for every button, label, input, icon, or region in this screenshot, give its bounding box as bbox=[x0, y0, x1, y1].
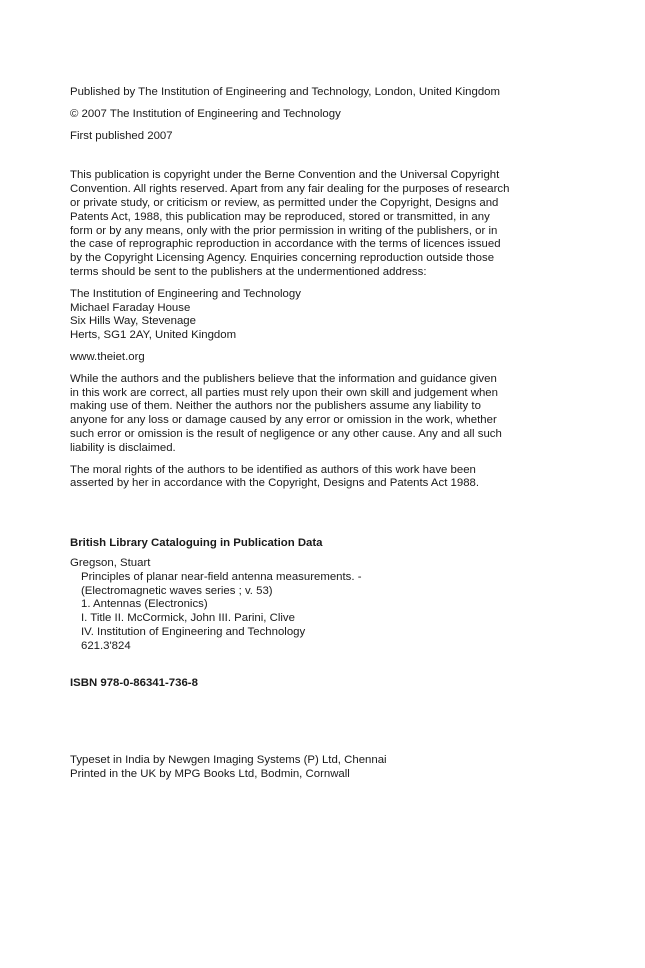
cataloguing-entry: IV. Institution of Engineering and Technology bbox=[81, 625, 306, 638]
address-line: Herts, SG1 2AY, United Kingdom bbox=[70, 329, 237, 342]
isbn: ISBN 978-0-86341-736-8 bbox=[70, 676, 198, 689]
copyright-notice bbox=[70, 169, 530, 279]
disclaimer-line: such error or omission is the result of negligence or any other cause. Any and all such bbox=[70, 427, 502, 440]
disclaimer-line: in this work are correct, all parties must rely upon their own skill and judgement when bbox=[70, 386, 498, 399]
copyright-notice-line: This publication is copyright under the Berne Convention and the Universal Copyright bbox=[70, 169, 500, 182]
printing-info bbox=[70, 754, 530, 782]
disclaimer-line: liability is disclaimed. bbox=[70, 441, 176, 454]
publisher-line: Published by The Institution of Engineering and Technology, London, United Kingdom bbox=[70, 86, 500, 98]
copyright-notice-line: terms should be sent to the publishers at the undermentioned address: bbox=[70, 265, 427, 278]
copyright-notice-line: or private study, or criticism or review, as permitted under the Copyright, Designs and bbox=[70, 196, 499, 209]
copyright-line: © 2007 The Institution of Engineering and Technology bbox=[70, 107, 341, 120]
moral-rights bbox=[70, 464, 530, 492]
copyright-notice-line: form or by any means, only with the prior permission in writing of the publishers, or in bbox=[70, 224, 498, 237]
copyright-notice-line: Convention. All rights reserved. Apart from any fair dealing for the purposes of research bbox=[70, 183, 510, 196]
cataloguing-entry: 621.3'824 bbox=[81, 639, 131, 652]
copyright-notice-line: the case of reprographic reproduction in accordance with the terms of licences issued bbox=[70, 238, 501, 251]
cataloguing-author: Gregson, Stuart bbox=[70, 556, 151, 569]
moral-rights-line: The moral rights of the authors to be identified as authors of this work have been bbox=[70, 463, 476, 476]
moral-rights-line: asserted by her in accordance with the Copyright, Designs and Patents Act 1988. bbox=[70, 477, 480, 490]
address-line: Six Hills Way, Stevenage bbox=[70, 315, 196, 328]
cataloguing-entry: (Electromagnetic waves series ; v. 53) bbox=[81, 584, 273, 597]
copyright-notice-line: Patents Act, 1988, this publication may be reproduced, stored or transmitted, in any bbox=[70, 210, 490, 223]
website-url: www.theiet.org bbox=[70, 350, 145, 363]
disclaimer-line: While the authors and the publishers believe that the information and guidance given bbox=[70, 372, 497, 385]
copyright-page bbox=[70, 86, 530, 782]
disclaimer-line: making use of them. Neither the authors nor the publishers assume any liability to bbox=[70, 400, 481, 413]
first-published-line: First published 2007 bbox=[70, 129, 173, 142]
address-line: Michael Faraday House bbox=[70, 301, 191, 314]
cataloguing-entry: Principles of planar near-field antenna measurements. - bbox=[81, 570, 362, 583]
printed-line: Printed in the UK by MPG Books Ltd, Bodmin, Cornwall bbox=[70, 768, 350, 781]
typeset-line: Typeset in India by Newgen Imaging Systems (P) Ltd, Chennai bbox=[70, 754, 387, 767]
cataloguing-entry: 1. Antennas (Electronics) bbox=[81, 598, 208, 611]
cataloguing-data bbox=[70, 537, 530, 653]
publisher-address bbox=[70, 288, 530, 343]
address-line: The Institution of Engineering and Technology bbox=[70, 287, 301, 300]
copyright-notice-line: by the Copyright Licensing Agency. Enquiries concerning reproduction outside those bbox=[70, 252, 495, 265]
disclaimer bbox=[70, 373, 530, 456]
disclaimer-line: anyone for any loss or damage caused by any error or omission in the work, whether bbox=[70, 414, 497, 427]
cataloguing-heading: British Library Cataloguing in Publication Data bbox=[70, 537, 323, 550]
cataloguing-entry: I. Title II. McCormick, John III. Parini, Clive bbox=[81, 612, 295, 625]
